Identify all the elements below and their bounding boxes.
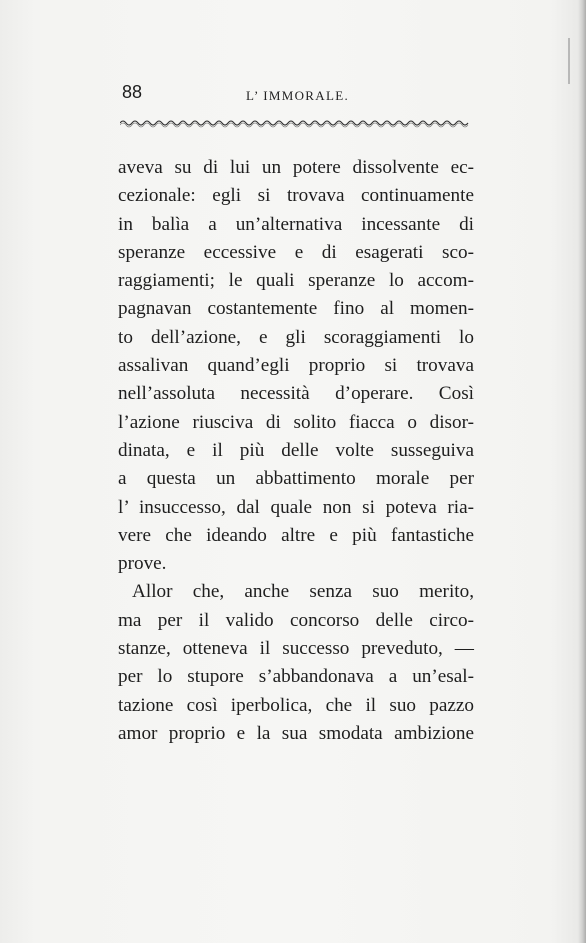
text-line: ma per il valido concorso delle circo-: [118, 609, 474, 631]
text-line: in balìa a un’alternativa incessante di: [118, 213, 474, 235]
text-line: to dell’azione, e gli scoraggiamenti lo: [118, 326, 474, 348]
text-line: raggiamenti; le quali speranze lo accom-: [118, 270, 474, 292]
page-header: [120, 82, 476, 106]
text-line: aveva su di lui un potere dissolvente ec-: [118, 157, 474, 178]
text-line: amor proprio e la sua smodata ambizione: [118, 722, 474, 744]
text-line: assalivan quand’egli proprio si trovava: [118, 355, 474, 377]
text-line: Allor che, anche senza suo merito,: [132, 581, 474, 603]
text-line: a questa un abbattimento morale per: [118, 468, 474, 490]
text-line: stanze, otteneva il successo preveduto, —: [118, 638, 474, 660]
text-line: dinata, e il più delle volte susseguiva: [118, 439, 474, 461]
text-line: per lo stupore s’abbandonava a un’esal-: [118, 666, 474, 688]
ornamental-rule: [120, 118, 472, 128]
text-line: prove.: [118, 553, 167, 575]
running-title: L’ IMMORALE.: [246, 88, 349, 103]
text-line: pagnavan costantemente fino al momen-: [118, 298, 474, 320]
page-edge-shadow: [578, 0, 586, 943]
text-line: l’ insuccesso, dal quale non si poteva ria-: [118, 496, 474, 518]
text-line: vere che ideando altre e più fantastiche: [118, 524, 474, 546]
text-line: speranze eccessive e di esagerati sco-: [118, 241, 474, 263]
page-number: 88: [122, 82, 143, 102]
binding-mark: [568, 38, 570, 84]
text-line: cezionale: egli si trovava continuamente: [118, 185, 474, 207]
text-line: nell’assoluta necessità d’operare. Così: [118, 383, 474, 405]
text-line: l’azione riusciva di solito fiacca o disor-: [118, 411, 474, 433]
body-text: [118, 154, 474, 748]
text-line: tazione così iperbolica, che il suo pazzo: [118, 694, 474, 716]
